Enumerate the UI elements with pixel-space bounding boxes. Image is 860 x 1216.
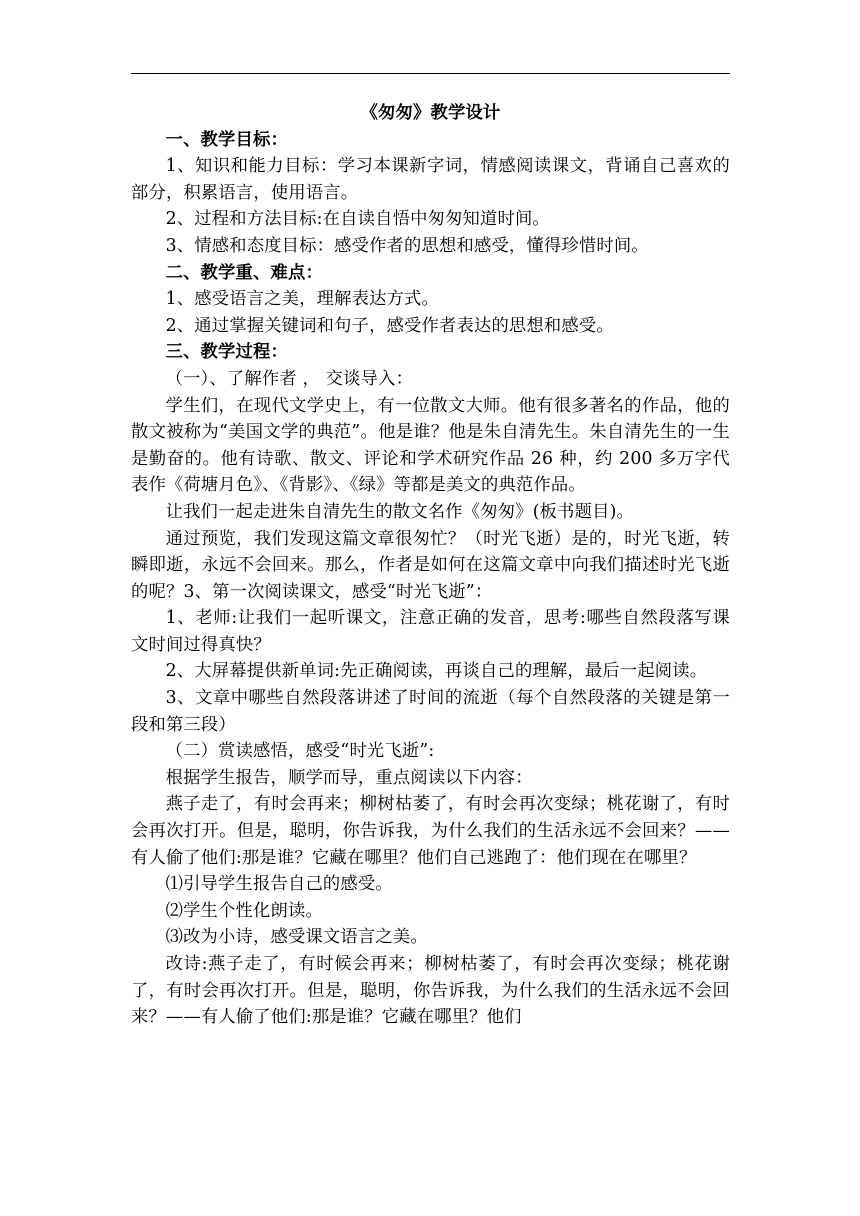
paragraph: 1、老师:让我们一起听课文，注意正确的发音，思考:哪些自然段落写课文时间过得真快？ [131,608,730,655]
paragraph: 学生们，在现代文学史上，有一位散文大师。他有很多著名的作品，他的散文被称为“美国文学的典范”。他是谁？他是朱自清先生。朱自清先生的一生是勤奋的。他有诗歌、散文、评论和学术研究作品 26 种，约 200 多万字代表作《荷塘月色》、《背影》、《绿》等都是美文的典范作品。 [131,395,730,496]
paragraph: 3、文章中哪些自然段落讲述了时间的流逝（每个自然段落的关键是第一段和第三段） [131,688,730,735]
paragraph: 通过预览，我们发现这篇文章很匆忙？（时光飞逝）是的，时光飞逝，转瞬即逝，永远不会回来。那么，作者是如何在这篇文章中向我们描述时光飞逝的呢？3、第一次阅读课文，感受“时光飞逝”： [131,528,730,602]
paragraph: （二）赏读感悟，感受“时光飞逝”: [165,741,435,762]
paragraph: 2、通过掌握关键词和句子，感受作者表达的思想和感受。 [165,315,614,336]
paragraph: 3、情感和态度目标：感受作者的思想和感受，懂得珍惜时间。 [165,235,649,256]
paragraph: ⑵学生个性化朗读。 [165,900,323,921]
paragraph: 2、大屏幕提供新单词:先正确阅读，再谈自己的理解，最后一起阅读。 [165,661,708,682]
section-heading-key-points: 二、教学重、难点： [165,262,323,283]
paragraph: 1、知识和能力目标：学习本课新字词，情感阅读课文，背诵自己喜欢的部分，积累语言，使用语言。 [131,156,730,203]
document-body [131,100,730,1031]
paragraph: 改诗:燕子走了，有时候会再来；柳树枯萎了，有时会再次变绿；桃花谢了，有时会再次打开。但是，聪明，你告诉我，为什么我们的生活永远不会回来？——有人偷了他们:那是谁？它藏在哪里？他们 [131,954,730,1028]
paragraph: 根据学生报告，顺学而导，重点阅读以下内容： [165,767,533,788]
document-title: 《匆匆》教学设计 [360,103,501,123]
paragraph: ⑶改为小诗，感受课文语言之美。 [165,927,428,948]
paragraph: ⑴引导学生报告自己的感受。 [165,874,393,895]
paragraph: （一）、了解作者 ， 交谈导入： [165,368,414,389]
header-rule [131,73,730,74]
paragraph: 2、过程和方法目标:在自读自悟中匆匆知道时间。 [165,209,550,230]
paragraph: 1、感受语言之美，理解表达方式。 [165,289,440,310]
section-heading-process: 三、教学过程： [165,342,288,363]
paragraph: 燕子走了，有时会再来；柳树枯萎了，有时会再次变绿；桃花谢了，有时会再次打开。但是，聪明，你告诉我，为什么我们的生活永远不会回来？——有人偷了他们:那是谁？它藏在哪里？他们自己逃跑了：他们现在在哪里？ [131,794,730,868]
section-heading-objectives: 一、教学目标： [165,129,288,150]
paragraph: 让我们一起走进朱自清先生的散文名作《匆匆》(板书题目)。 [165,501,634,522]
